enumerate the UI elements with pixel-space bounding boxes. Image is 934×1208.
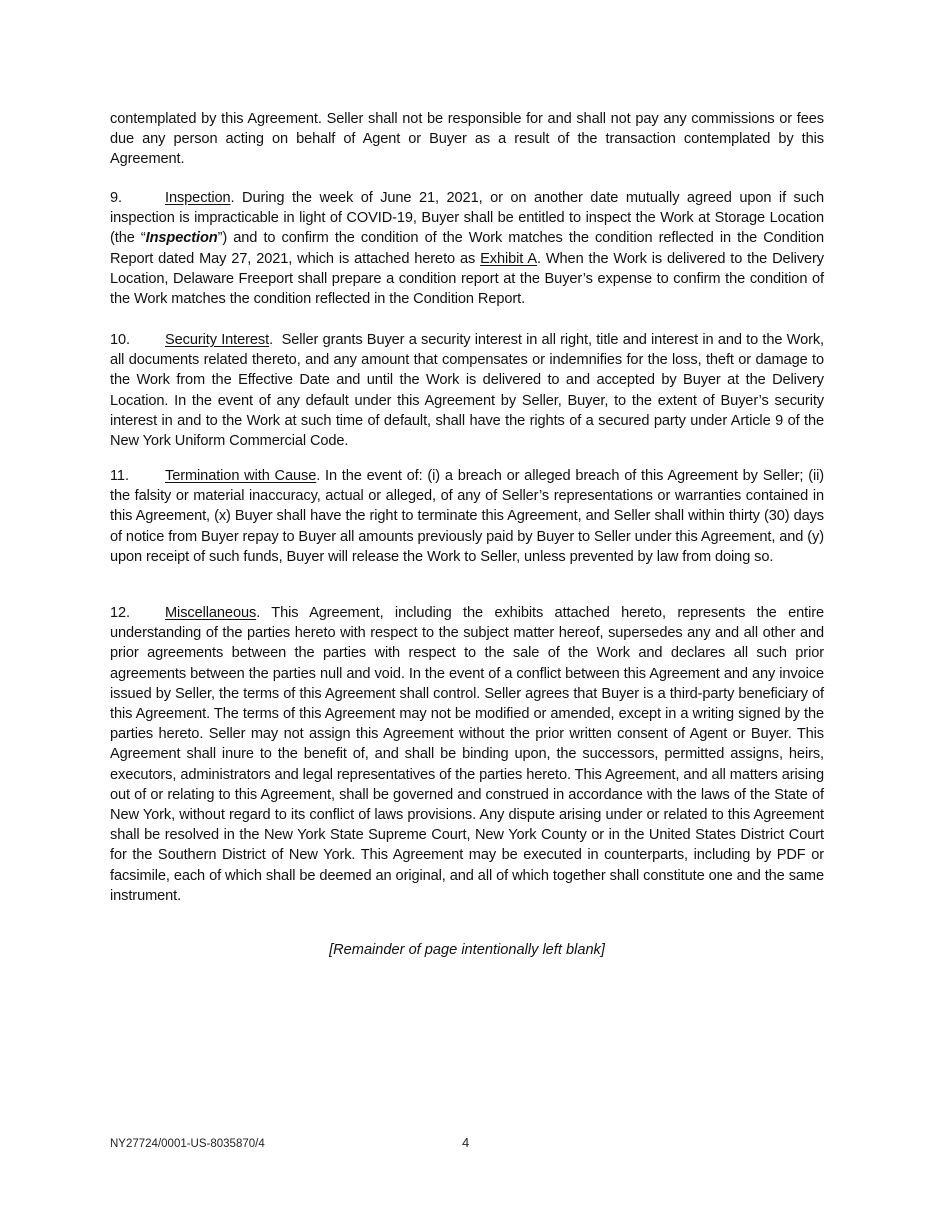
footer-page-number: 4 <box>462 1136 470 1148</box>
section-number: 12. <box>110 605 130 621</box>
exhibit-reference: Exhibit A <box>480 250 537 267</box>
section-text: . Seller grants Buyer a security interest in all right, title and interest in and to the Work, all documents related thereto, and any amount that compensates or indemnifies for the loss, theft or damage to the Work from the Effective Date and until the Work is delivered to and accepted by Buyer at the Delivery Location. In the event of any default under this Agreement by Seller, Buyer, to the extent of Buyer’s security interest in and to the Work at such time of default, shall have the rights of a secured party under Article 9 of the New York Uniform Commercial Code. <box>110 332 828 450</box>
footer-document-id: NY27724/0001-US-8035870/4 <box>110 1138 265 1147</box>
section-text: . This Agreement, including the exhibits attached hereto, represents the entire understanding of the parties hereto with respect to the subject matter hereof, supersedes any and all other and prior agreements between the parties with respect to the sale of the Work and declares all such prior agreements between the parties null and void. In the event of a conflict between this Agreement and any invoice issued by Seller, the terms of this Agreement shall control. Seller agrees that Buyer is a third-party beneficiary of this Agreement. The terms of this Agreement may not be modified or amended, except in a writing signed by the parties hereto. Seller may not assign this Agreement without the prior written consent of Agent or Buyer. This Agreement shall inure to the benefit of, and shall be binding upon, the successors, permitted assigns, heirs, executors, administrators and legal representatives of the parties hereto. This Agreement, and all matters arising out of or relating to this Agreement, shall be governed and construed in accordance with the laws of the State of New York, without regard to its conflict of laws provisions. Any dispute arising under or related to this Agreement shall be resolved in the New York State Supreme Court, New York County or in the United States District Court for the Southern District of New York. This Agreement may be executed in counterparts, including by PDF or facsimile, each of which shall be deemed an original, and all of which together shall constitute one and the same instrument. <box>110 605 824 904</box>
section-text: ”) and to confirm the condition of the Work matches the condition reflected in the Condition Report dated May 27, 2021, which is attached hereto as <box>110 230 824 267</box>
section-heading: Security Interest <box>165 332 270 348</box>
section-number: 9. <box>110 190 122 206</box>
section-text: . In the event of: (i) a breach or alleged breach of this Agreement by Seller; (ii) the falsity or material inaccuracy, actual or alleged, of any of Seller’s representations or warranties contained in this Agreement, (x) Buyer shall have the right to terminate this Agreement, and Seller shall within thirty (30) days of notice from Buyer repay to Buyer all amounts previously paid by Buyer to Seller under this Agreement, and (y) upon receipt of such funds, Buyer will release the Work to Seller, unless prevented by law from doing so. <box>110 468 825 565</box>
section-text: . When the Work is delivered to the Delivery Location, Delaware Freeport shall prepare a condition report at the Buyer’s expense to confirm the condition of the Work matches the condition reflected in the Condition Report. <box>110 250 824 308</box>
section-10-security-interest <box>110 330 828 451</box>
defined-term: Inspection <box>145 230 218 247</box>
section-heading: Inspection <box>165 190 231 206</box>
remainder-blank-note: [Remainder of page intentionally left blank] <box>329 942 605 958</box>
intro-paragraph: contemplated by this Agreement. Seller shall not be responsible for and shall not pay any commissions or fees due any person acting on behalf of Agent or Buyer as a result of the transaction contemplated by this Agreement. <box>110 111 824 168</box>
section-11-termination <box>110 466 824 567</box>
section-heading: Miscellaneous <box>165 605 257 621</box>
section-number: 10. <box>110 332 130 348</box>
section-heading: Termination with Cause <box>165 468 317 484</box>
section-number: 11. <box>110 468 129 484</box>
section-9-inspection <box>110 188 824 309</box>
section-12-miscellaneous <box>110 603 824 906</box>
section-text: . During the week of June 21, 2021, or on another date mutually agreed upon if such inspection is impracticable in light of COVID-19, Buyer shall be entitled to inspect the Work at Storage Location (the “ <box>110 190 824 247</box>
